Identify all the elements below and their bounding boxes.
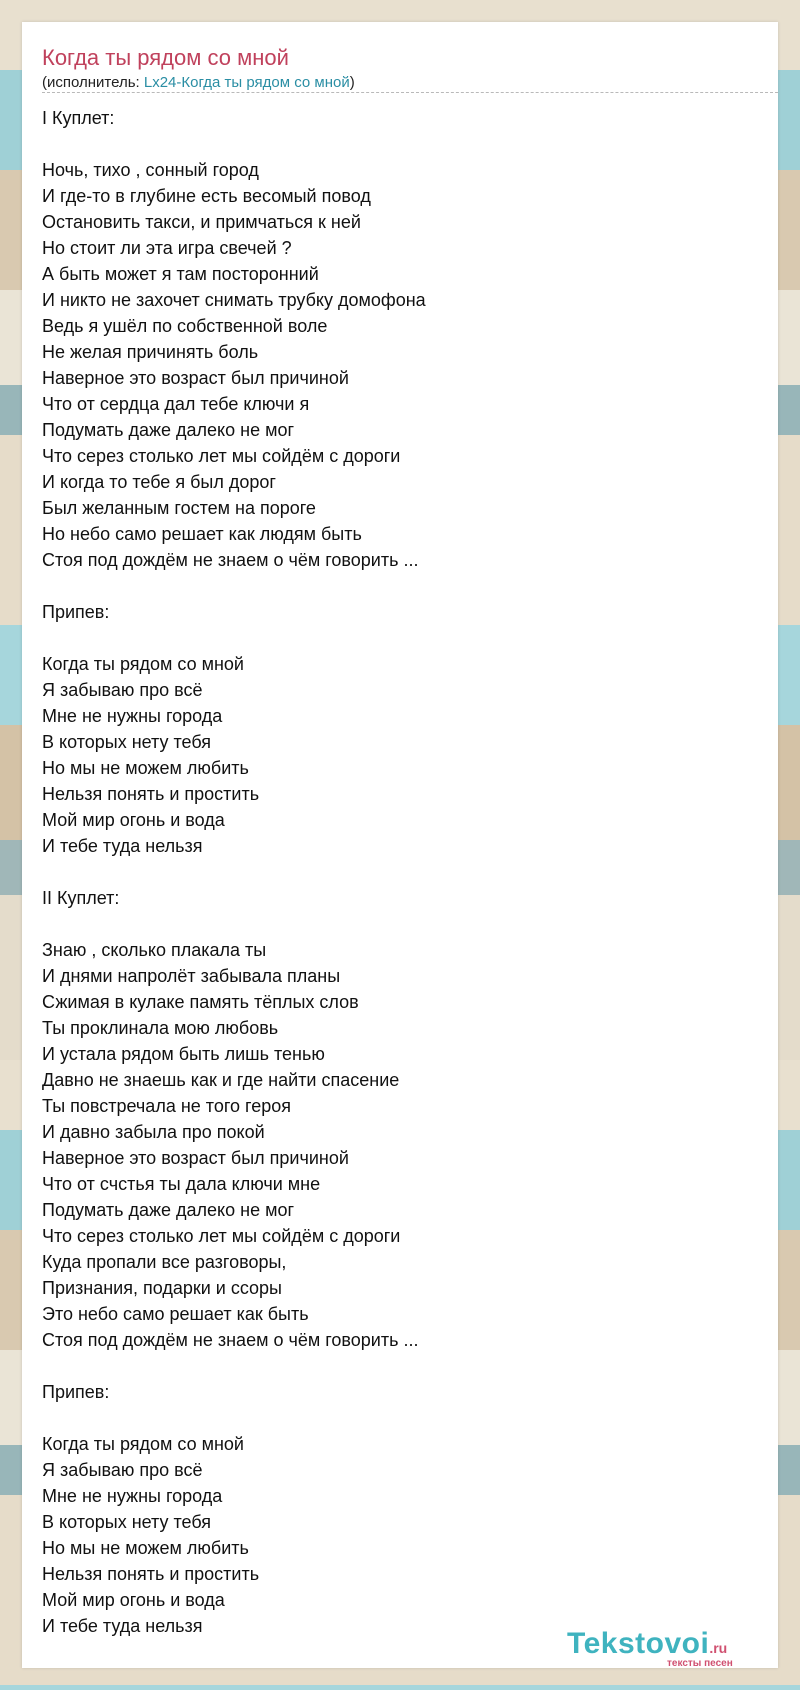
lyric-blank-line [42,911,426,937]
lyric-line: Наверное это возраст был причиной [42,368,349,388]
lyric-line: Стоя под дождём не знаем о чём говорить ... [42,550,419,570]
lyric-line: И давно забыла про покой [42,1122,265,1142]
lyric-line: Припев: [42,602,110,622]
lyric-line: И тебе туда нельзя [42,836,203,856]
logo-main-text: Tekstovoi [567,1627,710,1660]
lyric-line: Припев: [42,1382,110,1402]
lyric-line: Что от счстья ты дала ключи мне [42,1174,321,1194]
lyric-line: Признания, подарки и ссоры [42,1278,282,1298]
lyric-blank-line [42,1405,426,1431]
lyric-line: И никто не захочет снимать трубку домофона [42,290,426,310]
lyric-line: Наверное это возраст был причиной [42,1148,349,1168]
title-divider [42,92,778,93]
lyric-line: Ты повстречала не того героя [42,1096,291,1116]
lyric-line: И устала рядом быть лишь тенью [42,1044,325,1064]
lyric-line: Но мы не можем любить [42,758,249,778]
lyrics-text [42,105,426,1639]
lyrics-card [22,22,778,1668]
lyric-line: Что серез столько лет мы сойдём с дороги [42,446,401,466]
lyric-line: Ведь я ушёл по собственной воле [42,316,328,336]
site-logo[interactable] [567,1628,772,1668]
lyric-line: Но стоит ли эта игра свечей ? [42,238,292,258]
lyric-line: Подумать даже далеко не мог [42,1200,295,1220]
artist-suffix: ) [349,74,355,91]
lyric-line: Мне не нужны города [42,706,223,726]
lyric-line: В которых нету тебя [42,1512,212,1532]
lyric-line: Я забываю про всё [42,680,203,700]
logo-tagline: тексты песен [667,1658,733,1669]
lyric-line: Когда ты рядом со мной [42,654,244,674]
lyric-line: Мой мир огонь и вода [42,810,225,830]
lyric-line: Это небо само решает как быть [42,1304,309,1324]
lyric-line: Был желанным гостем на пороге [42,498,316,518]
lyric-line: Что серез столько лет мы сойдём с дороги [42,1226,401,1246]
lyric-blank-line [42,1353,426,1379]
lyric-line: I Куплет: [42,108,115,128]
lyric-line: Мой мир огонь и вода [42,1590,225,1610]
lyric-line: II Куплет: [42,888,120,908]
lyric-line: И когда то тебе я был дорог [42,472,276,492]
lyric-line: Сжимая в кулаке память тёплых слов [42,992,359,1012]
lyric-blank-line [42,859,426,885]
lyric-line: Мне не нужны города [42,1486,223,1506]
lyric-line: И тебе туда нельзя [42,1616,203,1636]
lyric-line: Знаю , сколько плакала ты [42,940,267,960]
lyric-line: Стоя под дождём не знаем о чём говорить ... [42,1330,419,1350]
lyric-line: Но мы не можем любить [42,1538,249,1558]
lyric-line: Нельзя понять и простить [42,1564,260,1584]
lyric-line: Куда пропали все разговоры, [42,1252,287,1272]
lyric-line: Нельзя понять и простить [42,784,260,804]
artist-line [42,73,355,93]
lyric-blank-line [42,573,426,599]
lyric-blank-line [42,131,426,157]
lyric-line: Ночь, тихо , сонный город [42,160,259,180]
lyric-blank-line [42,625,426,651]
lyric-line: В которых нету тебя [42,732,212,752]
lyric-line: Но небо само решает как людям быть [42,524,362,544]
lyric-line: Остановить такси, и примчаться к ней [42,212,361,232]
artist-link[interactable]: Lx24-Когда ты рядом со мной [143,74,350,91]
song-title: Когда ты рядом со мной [42,45,289,70]
lyric-line: Не желая причинять боль [42,342,259,362]
artist-prefix: (исполнитель: [42,74,144,91]
lyric-line: И где-то в глубине есть весомый повод [42,186,371,206]
lyric-line: И днями напролёт забывала планы [42,966,341,986]
lyric-line: Когда ты рядом со мной [42,1434,244,1454]
lyric-line: Что от сердца дал тебе ключи я [42,394,310,414]
lyric-line: Я забываю про всё [42,1460,203,1480]
lyric-line: Подумать даже далеко не мог [42,420,295,440]
lyric-line: А быть может я там посторонний [42,264,319,284]
logo-tld: .ru [709,1640,728,1656]
lyric-line: Ты проклинала мою любовь [42,1018,279,1038]
lyric-line: Давно не знаешь как и где найти спасение [42,1070,400,1090]
